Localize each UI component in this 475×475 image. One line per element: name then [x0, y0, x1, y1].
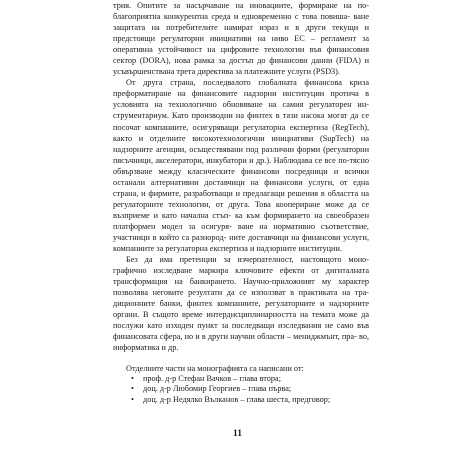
text-line: трансформация на банкирането. Научно-приложният му характер — [113, 277, 369, 287]
paragraph-2 — [113, 77, 369, 254]
text-line: и предстоящи регулаторни инициативи на ниво ЕС – регламент за — [113, 23, 370, 44]
text-line: диционните банки, финтех компаниите, регулаторните и надзорните — [113, 299, 369, 309]
text-line: условията на технологично обновяване на самия регулаторен ин- — [113, 100, 369, 110]
text-line: трия. Опитите за насърчаване на иновациите, формиране на по- — [113, 1, 369, 10]
text-line: От друга страна, последвалото глобалната финансова криза — [126, 78, 369, 88]
text-line: благоприятна конкурентна среда и едновременно с това повиша- — [113, 12, 351, 22]
text-line: послужи като изходен пункт за последващи изследвания не само във — [113, 321, 369, 331]
text-line: ка към формирането на своеобразен платформен модел за осигуря- — [113, 210, 369, 231]
text-line: предлагащи решения в областта на регулаторните технологии, от — [113, 188, 370, 209]
authors-intro: Отделните части на монографията са написани от: — [126, 363, 304, 373]
body-text — [113, 0, 369, 405]
text-line: Наблюдава се все по-тясно обвързване между класическите — [113, 155, 369, 176]
text-line: сектор (DORA), нова рамка за достъп до финансови данни (FIDA) — [113, 56, 361, 66]
authors-list — [113, 374, 369, 406]
text-line: струментариум. Като производни на финтех в тази насока могат — [113, 111, 348, 121]
list-item: • доц. д-р Любомир Георгиев – глава първа; — [131, 384, 369, 395]
text-line: преформатиране на финансовите надзорни институции протича в — [113, 89, 369, 99]
list-item: • доц. д-р Недялко Вълканов – глава шеста, предговор; — [131, 395, 369, 406]
text-line: графично изследване маркира ключовите ефекти от дигиталната — [113, 266, 369, 276]
text-line: ване на нормативно съответствие, участници в който са разнород- — [113, 221, 369, 242]
paragraph-1 — [113, 0, 369, 77]
text-line: експертиза и надзорните институции. — [209, 244, 342, 254]
text-line: да се посочат компаниите, осигуряващи регулаторна експертиза — [113, 111, 369, 132]
text-line: на финансови услуги, от една страна, и фирмите, разработващи и — [113, 177, 370, 198]
text-line: финансовата сфера, но и в други научни области – мениджмънт, пра- — [113, 332, 357, 342]
text-line: Без да има претенции за изчерпателност, настоящото моно- — [126, 255, 369, 265]
text-line: финансови посредници и всички останали алтернативни доставчици — [113, 166, 369, 187]
spacer — [113, 354, 369, 363]
text-line: (RegTech), както и отделните високотехнологични инициативи — [113, 122, 370, 143]
text-line: форми (регулаторни пясъчници, акселератори, инкубатори и др.). — [113, 144, 369, 165]
text-line: органи. В същото време интердисциплинарността на темата може да — [113, 310, 369, 320]
paragraph-3 — [113, 254, 369, 353]
text-line: ните доставчици на финансови услуги, компаниите за регулаторна — [113, 232, 370, 254]
text-line: и усъвършенствана трета директива за платежните услуги (PSD3). — [113, 56, 370, 77]
list-item: • проф. д-р Стефан Вачков – глава втора; — [131, 374, 369, 385]
page-number: 11 — [233, 429, 242, 439]
text-line: ване защитата на потребителите намират израз и в други текущи — [113, 12, 370, 33]
text-line: оперативна устойчивост на цифровите технологии във финансовия — [113, 45, 369, 55]
text-line: (SupTech) на надзорните агенции, осъществявани под различни — [113, 133, 369, 154]
text-line: во, информатика и др. — [113, 332, 370, 353]
text-line: позволява неговите резултати да се използват в практиката на тра- — [113, 288, 369, 298]
text-line: друга. Това коопериране може да се възприеме и като начална стъп- — [113, 199, 370, 220]
